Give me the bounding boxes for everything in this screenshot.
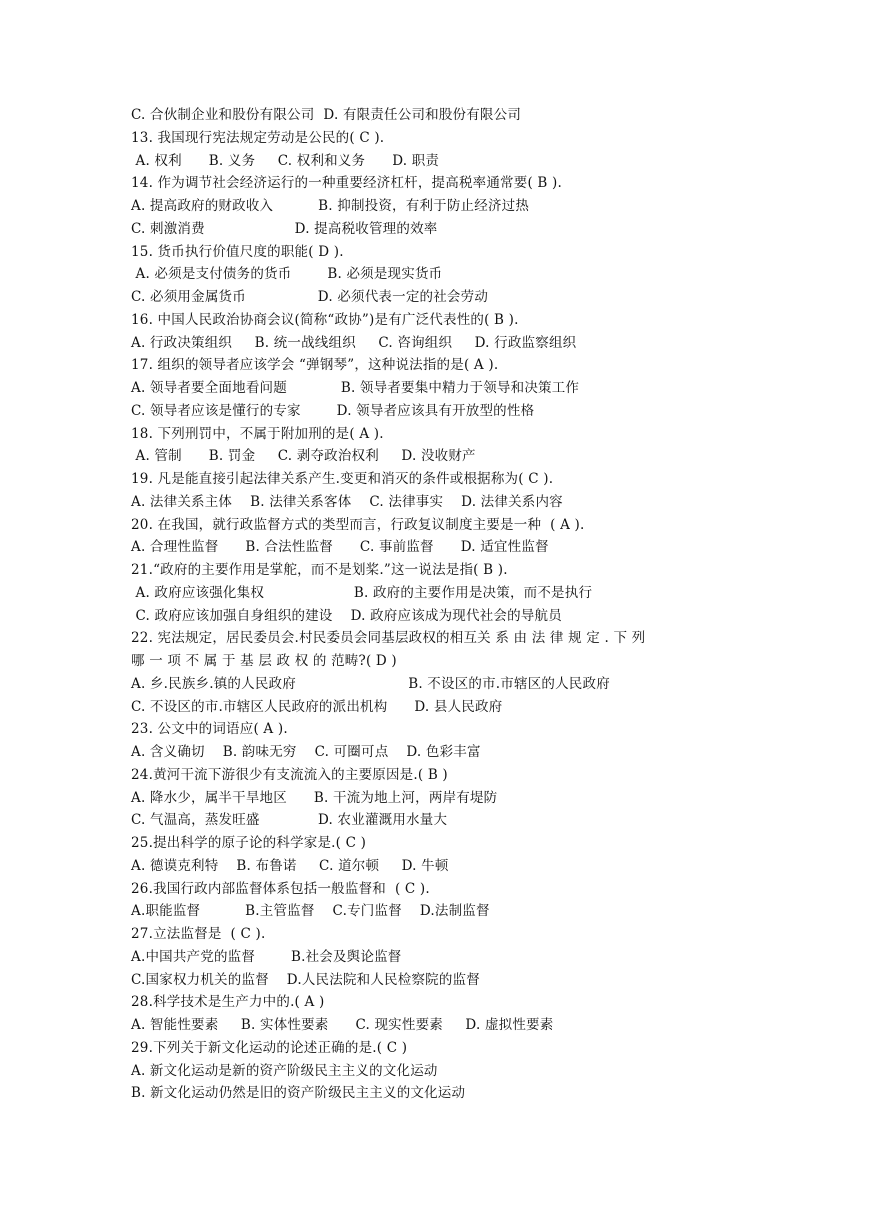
text-line: A.中国共产党的监督 B.社会及舆论监督 bbox=[131, 948, 402, 965]
text-line: 25.提出科学的原子论的科学家是.( C ) bbox=[131, 835, 367, 851]
text-line: A.职能监督 B.主管监督 C.专门监督 D.法制监督 bbox=[131, 903, 490, 920]
text-line: 26.我国行政内部监督体系包括一般监督和 ( C ). bbox=[131, 880, 430, 897]
text-line: 19. 凡是能直接引起法律关系产生.变更和消灭的条件或根据称为( C ). bbox=[131, 471, 554, 487]
text-line: A. 管制 B. 罚金 C. 剥夺政治权利 D. 没收财产 bbox=[131, 448, 476, 465]
text-line: C.国家权力机关的监督 D.人民法院和人民检察院的监督 bbox=[131, 971, 480, 988]
text-line: C. 领导者应该是懂行的专家 D. 领导者应该具有开放型的性格 bbox=[131, 402, 535, 419]
text-line: 13. 我国现行宪法规定劳动是公民的( C ). bbox=[131, 129, 385, 146]
text-line: C. 刺激消费 D. 提高税收管理的效率 bbox=[131, 220, 438, 237]
text-line: A. 含义确切 B. 韵味无穷 C. 可圈可点 D. 色彩丰富 bbox=[131, 744, 481, 760]
text-line: C. 政府应该加强自身组织的建设 D. 政府应该成为现代社会的导航员 bbox=[131, 607, 562, 624]
text-line: 14. 作为调节社会经济运行的一种重要经济杠杆，提高税率通常要( B ). bbox=[131, 175, 562, 192]
text-line: A. 乡.民族乡.镇的人民政府 B. 不设区的市.市辖区的人民政府 bbox=[131, 675, 610, 692]
text-line: C. 气温高，蒸发旺盛 D. 农业灌溉用水量大 bbox=[131, 812, 448, 829]
text-line: 哪 一 项 不 属 于 基 层 政 权 的 范畴?( D ) bbox=[131, 653, 397, 669]
text-line: A. 降水少，属半干旱地区 B. 干流为地上河，两岸有堤防 bbox=[131, 789, 498, 806]
text-line: 24.黄河干流下游很少有支流流入的主要原因是.( B ) bbox=[131, 766, 448, 783]
text-line: A. 必须是支付债务的货币 B. 必须是现实货币 bbox=[131, 266, 443, 283]
text-line: 23. 公文中的词语应( A ). bbox=[131, 721, 288, 738]
text-line: A. 行政决策组织 B. 统一战线组织 C. 咨询组织 D. 行政监察组织 bbox=[131, 334, 577, 351]
text-line: 18. 下列刑罚中，不属于附加刑的是( A ). bbox=[131, 425, 384, 442]
text-line: 22. 宪法规定，居民委员会.村民委员会同基层政权的相互关 系 由 法 律 规 定 . 下 列 bbox=[131, 630, 646, 647]
text-line: A. 法律关系主体 B. 法律关系客体 C. 法律事实 D. 法律关系内容 bbox=[131, 493, 563, 510]
text-line: 28.科学技术是生产力中的.( A ) bbox=[131, 994, 325, 1011]
text-line: A. 德谟克利特 B. 布鲁诺 C. 道尔顿 D. 牛顿 bbox=[131, 857, 449, 874]
text-line: C. 必须用金属货币 D. 必须代表一定的社会劳动 bbox=[131, 289, 489, 305]
text-line: C. 不设区的市.市辖区人民政府的派出机构 D. 县人民政府 bbox=[131, 698, 503, 715]
text-line: A. 领导者要全面地看问题 B. 领导者要集中精力于领导和决策工作 bbox=[131, 380, 580, 396]
text-line: A. 合理性监督 B. 合法性监督 C. 事前监督 D. 适宜性监督 bbox=[131, 539, 549, 556]
text-line: 16. 中国人民政治协商会议(简称“政协”)是有广泛代表性的( B ). bbox=[131, 311, 519, 328]
text-line: A. 新文化运动是新的资产阶级民主主义的文化运动 bbox=[131, 1062, 438, 1079]
text-line: 21.“政府的主要作用是掌舵，而不是划桨.”这一说法是指( B ). bbox=[131, 562, 508, 578]
text-line: 20. 在我国，就行政监督方式的类型而言，行政复议制度主要是一种 ( A ). bbox=[131, 516, 585, 533]
text-line: A. 智能性要素 B. 实体性要素 C. 现实性要素 D. 虚拟性要素 bbox=[131, 1017, 554, 1033]
text-line: C. 合伙制企业和股份有限公司 D. 有限责任公司和股份有限公司 bbox=[131, 107, 522, 123]
text-line: B. 新文化运动仍然是旧的资产阶级民主主义的文化运动 bbox=[131, 1085, 466, 1102]
text-line: 15. 货币执行价值尺度的职能( D ). bbox=[131, 243, 344, 260]
text-line: 29.下列关于新文化运动的论述正确的是.( C ) bbox=[131, 1039, 408, 1056]
text-line: A. 权利 B. 义务 C. 权利和义务 D. 职责 bbox=[131, 152, 440, 169]
text-line: 17. 组织的领导者应该学会 “弹钢琴”，这种说法指的是( A ). bbox=[131, 357, 499, 374]
text-line: 27.立法监督是 ( C ). bbox=[131, 926, 266, 942]
text-line: A. 政府应该强化集权 B. 政府的主要作用是决策，而不是执行 bbox=[131, 584, 593, 601]
text-line: A. 提高政府的财政收入 B. 抑制投资，有利于防止经济过热 bbox=[131, 198, 530, 214]
